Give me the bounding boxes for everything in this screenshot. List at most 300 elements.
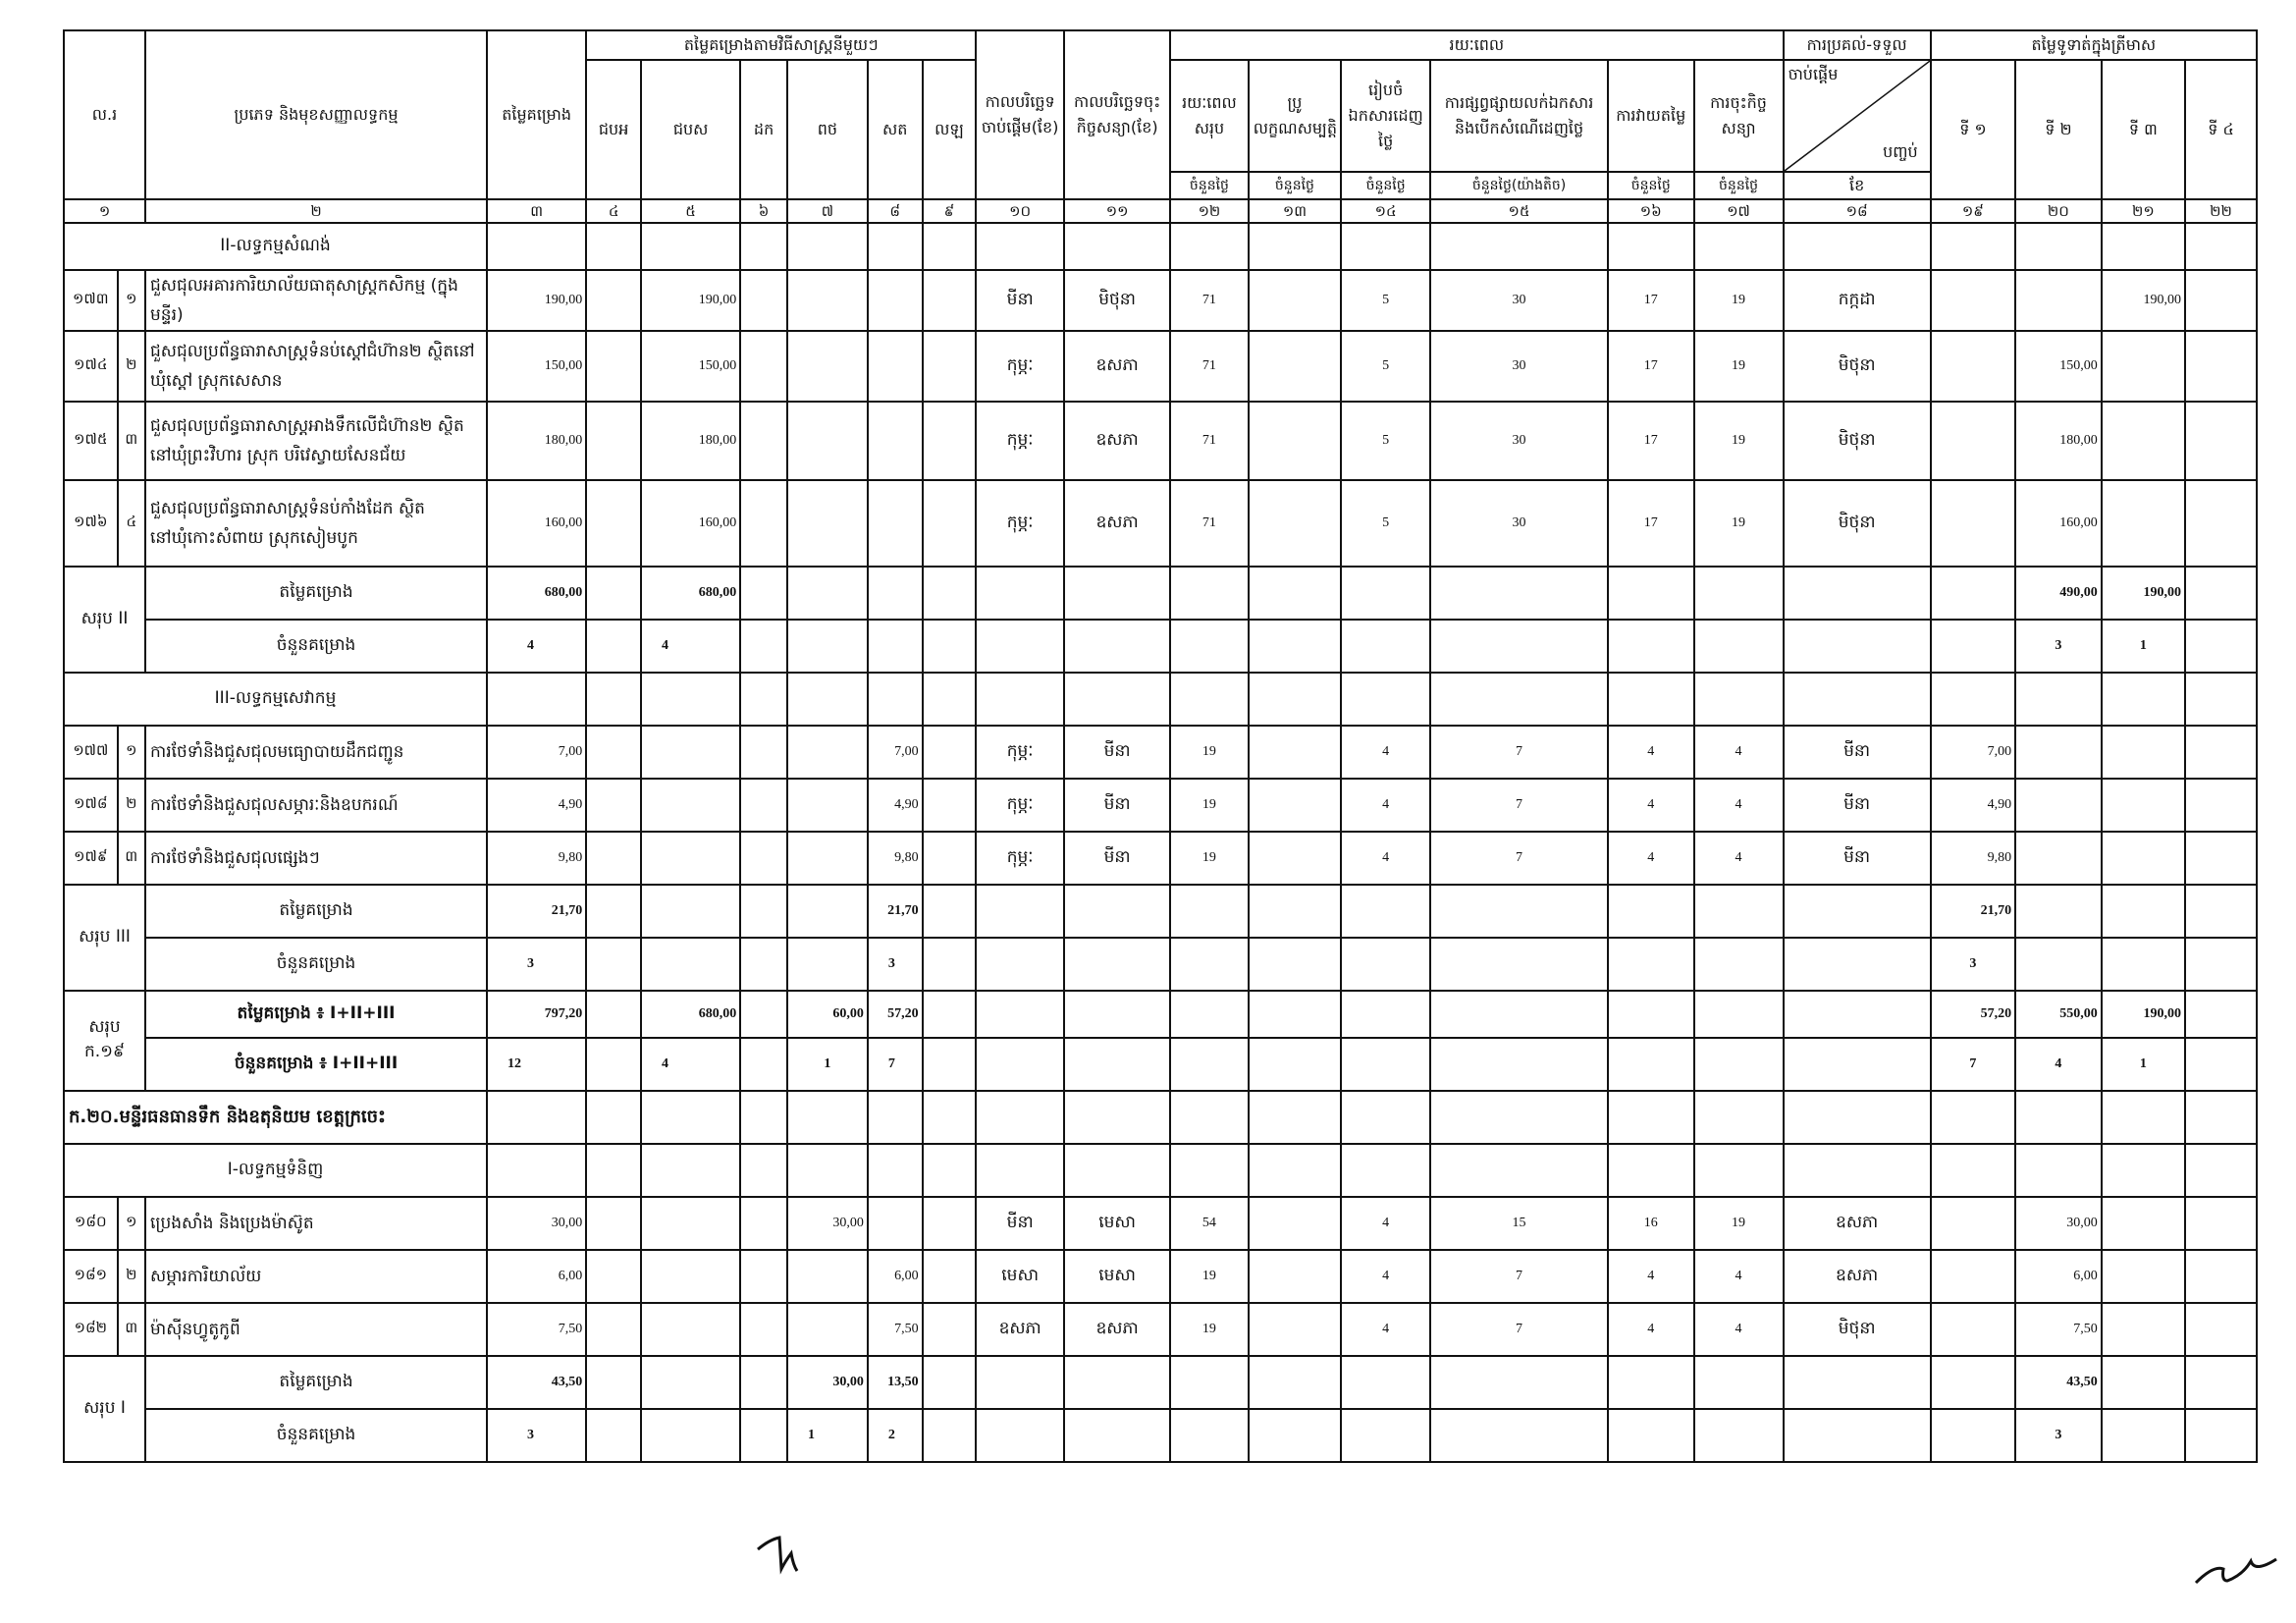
empty-cell (641, 938, 740, 991)
quarter-value (2102, 832, 2185, 885)
column-number: ២២ (2185, 199, 2257, 223)
row-cost: 160,00 (487, 480, 586, 567)
empty-cell (1608, 567, 1694, 620)
prep-end: មេសា (1064, 1197, 1170, 1250)
section-title: III-លទ្ធកម្មសេវាកម្ម (64, 673, 487, 726)
row-description: ការថែទាំនិងជួសជុលមធ្យោបាយដឹកជញ្ជូន (145, 726, 487, 779)
subtotal-method: 680,00 (641, 567, 740, 620)
column-number: ៦ (740, 199, 787, 223)
header-method: លឡ (923, 60, 977, 199)
quarter-value (2015, 726, 2102, 779)
empty-cell (1341, 1038, 1430, 1091)
empty-cell (2185, 1091, 2257, 1144)
header-duration-group: រយៈពេល (1170, 30, 1783, 60)
table-row (64, 885, 2257, 938)
duration-value: 4 (1694, 832, 1784, 885)
duration-value: 4 (1608, 1250, 1694, 1303)
empty-cell (1064, 1356, 1170, 1409)
subtotal-quarter: 43,50 (2015, 1356, 2102, 1409)
quarter-value (1931, 402, 2015, 480)
table-row (64, 726, 2257, 779)
prep-end: ឧសភា (1064, 331, 1170, 402)
grand-total-label-2: ក.១៩ (83, 1042, 126, 1061)
empty-cell (923, 620, 977, 673)
empty-cell (1931, 1409, 2015, 1462)
empty-cell (1341, 567, 1430, 620)
empty-cell (586, 938, 641, 991)
empty-cell (1430, 1356, 1608, 1409)
prep-start: កុម្ភៈ (976, 480, 1064, 567)
empty-cell (740, 1303, 787, 1356)
quarter-value: 150,00 (2015, 331, 2102, 402)
empty-cell (641, 673, 740, 726)
row-description: ការថែទាំនិងជួសជុលផ្សេងៗ (145, 832, 487, 885)
duration-value: 71 (1170, 270, 1249, 331)
row-number: ១៧៦ (64, 480, 118, 567)
column-number: ២០ (2015, 199, 2102, 223)
table-row (64, 620, 2257, 673)
duration-value: 7 (1430, 832, 1608, 885)
empty-cell (1341, 1356, 1430, 1409)
empty-cell (1249, 673, 1341, 726)
empty-cell (1064, 673, 1170, 726)
table-row (64, 30, 2257, 60)
quarter-value: 160,00 (2015, 480, 2102, 567)
delivery-month: មិថុនា (1784, 1303, 1931, 1356)
grand-pth: 60,00 (787, 991, 868, 1038)
grand-count: 12 (487, 1038, 586, 1091)
empty-cell (586, 1038, 641, 1091)
duration-value: 7 (1430, 726, 1608, 779)
empty-cell (1064, 885, 1170, 938)
empty-cell (740, 1091, 787, 1144)
empty-cell (2102, 885, 2185, 938)
subtotal-count-method: 1 (787, 1409, 868, 1462)
duration-value: 71 (1170, 331, 1249, 402)
duration-value (1249, 1250, 1341, 1303)
empty-cell (1249, 1091, 1341, 1144)
quarter-value: 9,80 (1931, 832, 2015, 885)
method-value: 6,00 (868, 1250, 923, 1303)
row-number: ១៧៥ (64, 402, 118, 480)
empty-cell (923, 331, 977, 402)
subtotal-count-quarter: 3 (2015, 620, 2102, 673)
header-duration: ការចុះកិច្ចសន្យា (1694, 60, 1784, 172)
prep-start: កុម្ភៈ (976, 779, 1064, 832)
empty-cell (1608, 938, 1694, 991)
subtotal-cost: 21,70 (487, 885, 586, 938)
quarter-value (2102, 331, 2185, 402)
empty-cell (976, 1409, 1064, 1462)
empty-cell (740, 402, 787, 480)
empty-cell (1608, 1356, 1694, 1409)
empty-cell (868, 331, 923, 402)
quarter-value (2185, 402, 2257, 480)
subtotal-cost-label: តម្លៃគម្រោង (145, 1356, 487, 1409)
empty-cell (1608, 1091, 1694, 1144)
table-row (64, 1091, 2257, 1144)
prep-end: មិថុនា (1064, 270, 1170, 331)
empty-cell (923, 1356, 977, 1409)
quarter-value (1931, 1303, 2015, 1356)
empty-cell (1694, 673, 1784, 726)
empty-cell (2185, 885, 2257, 938)
header-method: ដក (740, 60, 787, 199)
delivery-start-label: ចាប់ផ្តើម (1788, 65, 1839, 83)
empty-cell (586, 832, 641, 885)
empty-cell (1064, 1091, 1170, 1144)
empty-cell (787, 1091, 868, 1144)
empty-cell (787, 938, 868, 991)
empty-cell (976, 1091, 1064, 1144)
empty-cell (586, 1091, 641, 1144)
header-cost: តម្លៃគម្រោង (487, 30, 586, 199)
duration-value: 4 (1341, 726, 1430, 779)
empty-cell (923, 1409, 977, 1462)
empty-cell (1170, 885, 1249, 938)
empty-cell (1341, 223, 1430, 270)
row-index: ៣ (118, 402, 145, 480)
empty-cell (2185, 620, 2257, 673)
subtotal-cost-label: តម្លៃគម្រោង (145, 885, 487, 938)
empty-cell (1341, 1409, 1430, 1462)
duration-value: 4 (1608, 779, 1694, 832)
header-method: ជបអ (586, 60, 641, 199)
empty-cell (923, 832, 977, 885)
row-cost: 7,00 (487, 726, 586, 779)
row-index: ២ (118, 331, 145, 402)
empty-cell (1784, 991, 1931, 1038)
quarter-value (2102, 1197, 2185, 1250)
column-number: ៣ (487, 199, 586, 223)
empty-cell (2015, 1144, 2102, 1197)
row-number: ១៧៤ (64, 331, 118, 402)
header-delivery-diagonal (1784, 60, 1931, 172)
header-prep-start: កាលបរិច្ឆេទចាប់ផ្តើម(ខែ) (976, 30, 1064, 199)
empty-cell (641, 223, 740, 270)
header-type: ប្រភេទ និងមុខសញ្ញាលទ្ធកម្ម (145, 30, 487, 199)
column-number: ៨ (868, 199, 923, 223)
subtotal-cost-label: តម្លៃគម្រោង (145, 567, 487, 620)
duration-value (1249, 1197, 1341, 1250)
empty-cell (1608, 1409, 1694, 1462)
empty-cell (976, 938, 1064, 991)
grand-cost: 797,20 (487, 991, 586, 1038)
header-prep-end: កាលបរិច្ឆេទចុះកិច្ចសន្យា(ខែ) (1064, 30, 1170, 199)
empty-cell (923, 1303, 977, 1356)
quarter-value (1931, 331, 2015, 402)
empty-cell (586, 270, 641, 331)
method-value (787, 1303, 868, 1356)
row-number: ១៧៣ (64, 270, 118, 331)
empty-cell (1784, 1091, 1931, 1144)
empty-cell (868, 480, 923, 567)
prep-end: មេសា (1064, 1250, 1170, 1303)
empty-cell (1430, 1144, 1608, 1197)
duration-value: 71 (1170, 402, 1249, 480)
column-number: ៤ (586, 199, 641, 223)
subtotal-count-label: ចំនួនគម្រោង (145, 1409, 487, 1462)
quarter-value (1931, 480, 2015, 567)
grand-q1: 57,20 (1931, 991, 2015, 1038)
empty-cell (976, 223, 1064, 270)
empty-cell (586, 1303, 641, 1356)
duration-value: 5 (1341, 480, 1430, 567)
subtotal-count-method: 2 (868, 1409, 923, 1462)
empty-cell (787, 480, 868, 567)
empty-cell (641, 1303, 740, 1356)
duration-value: 4 (1341, 832, 1430, 885)
empty-cell (2185, 673, 2257, 726)
prep-end: មីនា (1064, 779, 1170, 832)
quarter-value: 6,00 (2015, 1250, 2102, 1303)
empty-cell (1784, 567, 1931, 620)
header-duration: ប្រូលក្ខណសម្បត្តិ (1249, 60, 1341, 172)
quarter-value: 7,50 (2015, 1303, 2102, 1356)
grand-cq2: 4 (2015, 1038, 2102, 1091)
column-number: ៧ (787, 199, 868, 223)
empty-cell (976, 1144, 1064, 1197)
subtotal-label: សរុប I (64, 1356, 145, 1462)
table-row (64, 402, 2257, 480)
method-value: 7,50 (868, 1303, 923, 1356)
empty-cell (976, 673, 1064, 726)
empty-cell (740, 480, 787, 567)
empty-cell (1064, 620, 1170, 673)
row-description: ជួសជុលប្រព័ន្ធធារាសាស្ត្រទំនប់កាំងដែក ស្ថិតនៅឃុំកោះសំពាយ ស្រុកសៀមបូក (145, 480, 487, 567)
grand-count-pth: 1 (787, 1038, 868, 1091)
empty-cell (1931, 620, 2015, 673)
empty-cell (487, 1091, 586, 1144)
empty-cell (923, 1197, 977, 1250)
empty-cell (1931, 567, 2015, 620)
empty-cell (787, 1144, 868, 1197)
subtotal-count: 3 (487, 1409, 586, 1462)
empty-cell (641, 1409, 740, 1462)
handwritten-signature-mark (2194, 1551, 2282, 1591)
quarter-value (2185, 1303, 2257, 1356)
empty-cell (1170, 938, 1249, 991)
header-duration-unit: ចំនួនថ្ងៃ (1694, 172, 1784, 199)
method-value: 150,00 (641, 331, 740, 402)
quarter-value (2102, 402, 2185, 480)
empty-cell (1249, 991, 1341, 1038)
quarter-value (2185, 726, 2257, 779)
empty-cell (923, 726, 977, 779)
empty-cell (586, 620, 641, 673)
empty-cell (586, 673, 641, 726)
empty-cell (1430, 1409, 1608, 1462)
duration-value (1249, 480, 1341, 567)
empty-cell (2185, 1144, 2257, 1197)
empty-cell (1170, 1144, 1249, 1197)
duration-value: 7 (1430, 1303, 1608, 1356)
delivery-month: ឧសភា (1784, 1250, 1931, 1303)
duration-value: 30 (1430, 270, 1608, 331)
empty-cell (1608, 991, 1694, 1038)
row-cost: 7,50 (487, 1303, 586, 1356)
empty-cell (868, 402, 923, 480)
column-number: ១៣ (1249, 199, 1341, 223)
empty-cell (787, 832, 868, 885)
quarter-value: 4,90 (1931, 779, 2015, 832)
empty-cell (2102, 1091, 2185, 1144)
quarter-value: 190,00 (2102, 270, 2185, 331)
empty-cell (2015, 938, 2102, 991)
empty-cell (641, 1144, 740, 1197)
empty-cell (787, 620, 868, 673)
handwritten-initial-mark (756, 1532, 805, 1581)
table-row (64, 1038, 2257, 1091)
duration-value: 16 (1608, 1197, 1694, 1250)
empty-cell (2015, 1091, 2102, 1144)
column-number: ១២ (1170, 199, 1249, 223)
duration-value: 17 (1608, 331, 1694, 402)
subtotal-label: សរុប II (64, 567, 145, 673)
empty-cell (868, 673, 923, 726)
header-lt: ល.រ (64, 30, 145, 199)
empty-cell (1430, 620, 1608, 673)
row-index: ៤ (118, 480, 145, 567)
empty-cell (586, 1250, 641, 1303)
empty-cell (1694, 938, 1784, 991)
prep-start: មេសា (976, 1250, 1064, 1303)
header-method-group: តម្លៃគម្រោងតាមវិធីសាស្ត្រនីមួយៗ (586, 30, 976, 60)
empty-cell (1341, 673, 1430, 726)
empty-cell (1694, 1356, 1784, 1409)
empty-cell (1064, 1038, 1170, 1091)
table-row (64, 1250, 2257, 1303)
quarter-value (2102, 1303, 2185, 1356)
duration-value: 4 (1608, 726, 1694, 779)
empty-cell (1931, 1091, 2015, 1144)
empty-cell (2185, 991, 2257, 1038)
header-duration-unit: ចំនួនថ្ងៃ (1249, 172, 1341, 199)
quarter-value (2185, 270, 2257, 331)
column-number: ២១ (2102, 199, 2185, 223)
empty-cell (1784, 885, 1931, 938)
prep-start: កុម្ភៈ (976, 726, 1064, 779)
quarter-value (2102, 1250, 2185, 1303)
empty-cell (1694, 567, 1784, 620)
quarter-value (2185, 331, 2257, 402)
delivery-month: មីនា (1784, 726, 1931, 779)
table-row (64, 480, 2257, 567)
empty-cell (1341, 1144, 1430, 1197)
empty-cell (787, 779, 868, 832)
empty-cell (787, 402, 868, 480)
subtotal-quarter: 190,00 (2102, 567, 2185, 620)
quarter-value (2185, 1197, 2257, 1250)
subtotal-method: 13,50 (868, 1356, 923, 1409)
empty-cell (586, 991, 641, 1038)
empty-cell (586, 726, 641, 779)
duration-value: 7 (1430, 1250, 1608, 1303)
subtotal-label: សរុប III (64, 885, 145, 991)
duration-value: 54 (1170, 1197, 1249, 1250)
duration-value: 30 (1430, 331, 1608, 402)
empty-cell (1430, 991, 1608, 1038)
method-value: 9,80 (868, 832, 923, 885)
empty-cell (1064, 567, 1170, 620)
empty-cell (1931, 673, 2015, 726)
empty-cell (1064, 1144, 1170, 1197)
empty-cell (2015, 673, 2102, 726)
empty-cell (740, 223, 787, 270)
empty-cell (976, 620, 1064, 673)
empty-cell (1694, 1091, 1784, 1144)
empty-cell (868, 270, 923, 331)
subtotal-cost: 43,50 (487, 1356, 586, 1409)
grand-cost-label: តម្លៃគម្រោង ៖ I+II+III (145, 991, 487, 1038)
header-quarter: ទី ១ (1931, 60, 2015, 199)
row-number: ១៧៩ (64, 832, 118, 885)
subtotal-count-method: 3 (868, 938, 923, 991)
duration-value: 4 (1608, 832, 1694, 885)
empty-cell (641, 1356, 740, 1409)
empty-cell (2185, 1356, 2257, 1409)
procurement-table (63, 29, 2258, 1463)
duration-value: 5 (1341, 270, 1430, 331)
empty-cell (787, 223, 868, 270)
empty-cell (976, 885, 1064, 938)
subtotal-count: 4 (487, 620, 586, 673)
prep-end: ឧសភា (1064, 480, 1170, 567)
quarter-value (2015, 270, 2102, 331)
row-cost: 180,00 (487, 402, 586, 480)
duration-value: 19 (1170, 1250, 1249, 1303)
grand-q3: 190,00 (2102, 991, 2185, 1038)
header-duration: រៀបចំឯកសារដេញថ្លៃ (1341, 60, 1430, 172)
empty-cell (2102, 1144, 2185, 1197)
empty-cell (2185, 567, 2257, 620)
column-number: ១ (64, 199, 145, 223)
duration-value: 30 (1430, 480, 1608, 567)
empty-cell (1064, 1409, 1170, 1462)
table-row (64, 1197, 2257, 1250)
empty-cell (2102, 1356, 2185, 1409)
empty-cell (1694, 1038, 1784, 1091)
empty-cell (1170, 1038, 1249, 1091)
row-cost: 9,80 (487, 832, 586, 885)
header-duration-unit: ចំនួនថ្ងៃ(យ៉ាងតិច) (1430, 172, 1608, 199)
row-index: ១ (118, 726, 145, 779)
empty-cell (1784, 1144, 1931, 1197)
empty-cell (1608, 1144, 1694, 1197)
empty-cell (976, 1356, 1064, 1409)
quarter-value (2185, 832, 2257, 885)
empty-cell (2102, 223, 2185, 270)
table-row (64, 779, 2257, 832)
column-number: ១៩ (1931, 199, 2015, 223)
empty-cell (1931, 1356, 2015, 1409)
empty-cell (641, 726, 740, 779)
delivery-month: មិថុនា (1784, 331, 1931, 402)
empty-cell (868, 223, 923, 270)
empty-cell (641, 779, 740, 832)
header-quarter-group: តម្លៃទូទាត់ក្នុងត្រីមាស (1931, 30, 2257, 60)
empty-cell (1784, 673, 1931, 726)
empty-cell (1430, 673, 1608, 726)
empty-cell (1064, 938, 1170, 991)
row-description: ម៉ាស៊ីនហ្វូតូកូពី (145, 1303, 487, 1356)
empty-cell (740, 1250, 787, 1303)
empty-cell (641, 1197, 740, 1250)
subtotal-count-quarter: 3 (2015, 1409, 2102, 1462)
quarter-value (2102, 480, 2185, 567)
empty-cell (740, 991, 787, 1038)
empty-cell (1430, 1038, 1608, 1091)
